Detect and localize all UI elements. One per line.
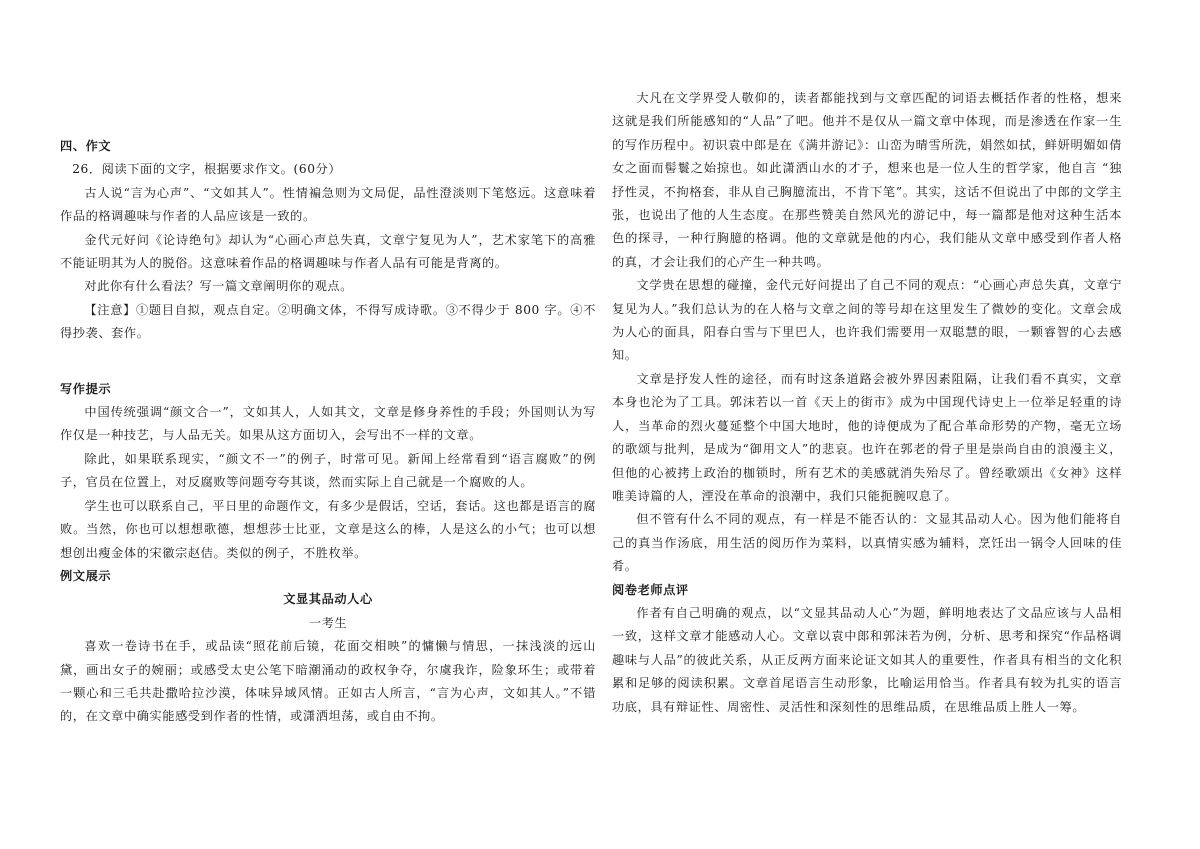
example-heading: 例文展示 — [60, 568, 112, 583]
essay-paragraph-3: 文学贵在思想的碰撞，金代元好问提出了自己不同的观点：“心画心声总失真，文章宁复见为人。”我们总认为的在人格与文章之间的等号却在这里发生了微妙的变化。文章会成为人心的面具，阳春白雪与下里巴人，也许我们需要用一双聪慧的眼，一颗睿智的心去感知。 — [612, 278, 1122, 363]
essay-author: 一考生 — [308, 615, 348, 630]
essay-paragraph-5: 但不管有什么不同的观点，有一样是不能否认的：文显其品动人心。因为他们能将自己的真当作汤底，用生活的阅历作为菜料，以真情实感为辅料，烹饪出一锅令人回味的佳肴。 — [612, 512, 1122, 574]
essay-paragraph-2: 大凡在文学界受人敬仰的，读者都能找到与文章匹配的词语去概括作者的性格，想来这就是我们所能感知的“人品”了吧。他并不是仅从一篇文章中体现，而是渗透在作家一生的写作历程中。初识袁中郎是在《满井游记》：山峦为晴雪所洗，娟然如拭，鲜妍明媚如倩女之面而髻鬟之始掠也。如此潇洒山水的才子，想来也是一位人生的哲学家，他自言 “独抒性灵，不拘格套，非从自己胸臆流出，不肯下笔”。其实，这话不但说出了中郎的文学主张，也说出了他的人生态度。在那些赞美自然风光的游记中，每一篇都是他对这种生活本色的探寻，一种行胸臆的格调。他的文章就是他的内心，我们能从文章中感受到作者人格的真，才会让我们的心产生一种共鸣。 — [612, 91, 1122, 269]
left-column — [60, 0, 596, 729]
prompt-paragraph-3: 对此你有什么看法？写一篇文章阐明你的观点。 — [84, 279, 353, 294]
notice-paragraph: 【注意】①题目自拟，观点自定。②明确文体，不得写成诗歌。③不得少于 800 字。④不得抄袭、套作。 — [60, 302, 596, 341]
essay-paragraph-1: 喜欢一卷诗书在手，或品读“照花前后镜，花面交相映”的慵懒与情思，一抹浅淡的远山黛，画出女子的婉丽；或感受太史公笔下暗潮涌动的政权争夺，尔虞我诈，险象环生；或带着一颗心和三毛共赴撒哈拉沙漠，体味异域风情。正如古人所言，“言为心声，文如其人。”不错的，在文章中确实能感受到作者的性情，或潇洒坦荡，或自由不拘。 — [60, 639, 596, 724]
right-column — [612, 0, 1122, 719]
writing-tips-heading: 写作提示 — [60, 381, 112, 396]
section-title: 四、作文 — [60, 139, 112, 153]
essay-paragraph-4: 文章是抒发人性的途径，而有时这条道路会被外界因素阻隔，让我们看不真实，文章本身也沦为了工具。郭沫若以一首《天上的街市》成为中国现代诗史上一位举足轻重的诗人，当革命的烈火蔓延整个中国大地时，他的诗便成为了配合革命形势的产物，毫无立场的歌颂与批判，是成为“御用文人”的悲哀。也许在郭老的骨子里是崇尚自由的浪漫主义，但他的心被拷上政治的枷锁时，所有艺术的美感就消失殆尽了。曾经歌颂出《女神》这样唯美诗篇的人，湮没在革命的浪潮中，我们只能扼腕叹息了。 — [612, 371, 1122, 503]
review-paragraph: 作者有自己明确的观点，以“文显其品动人心”为题，鲜明地表达了文品应该与人品相一致，这样文章才能感动人心。文章以袁中郎和郭沫若为例，分析、思考和探究“作品格调趣味与人品”的彼此关系，从正反两方面来论证文如其人的重要性，作者具有相当的文化积累和足够的阅读积累。文章首尾语言生动形象，比喻运用恰当。作者具有较为扎实的语言功底，具有辩证性、周密性、灵活性和深刻性的思维品质，在思维品质上胜人一筹。 — [612, 605, 1122, 714]
tips-paragraph-1: 中国传统强调“颜文合一”，文如其人，人如其文，文章是修身养性的手段；外国则认为写作仅是一种技艺，与人品无关。如果从这方面切入，会写出不一样的文章。 — [60, 405, 596, 443]
question-26: 26．阅读下面的文字，根据要求作文。(60分） — [72, 162, 342, 177]
prompt-paragraph-2: 金代元好问《论诗绝句》却认为“心画心声总失真，文章宁复见为人”，艺术家笔下的高雅不能证明其为人的脱俗。这意味着作品的格调趣味与作者人品有可能是背离的。 — [60, 232, 596, 271]
tips-paragraph-2: 除此，如果联系现实，“颜文不一”的例子，时常可见。新闻上经常看到“语言腐败”的例子，官员在位置上，对反腐败等问题夸夸其谈，然而实际上自己就是一个腐败的人。 — [60, 451, 596, 490]
review-heading: 阅卷老师点评 — [612, 582, 689, 597]
prompt-paragraph-1: 古人说“言为心声”、“文如其人”。性情褊急则为文局促，品性澄淡则下笔悠远。这意味着作品的格调趣味与作者的人品应该是一致的。 — [60, 185, 596, 224]
tips-paragraph-3: 学生也可以联系自己，平日里的命题作文，有多少是假话，空话，套话。这也都是语言的腐败。当然，你也可以想想歌德，想想莎士比亚，文章是这么的棒，人是这么的小气；也可以想想创出瘦金体的宋徽宗赵佶。类似的例子，不胜枚举。 — [60, 498, 596, 560]
essay-title: 文显其品动人心 — [283, 592, 373, 607]
